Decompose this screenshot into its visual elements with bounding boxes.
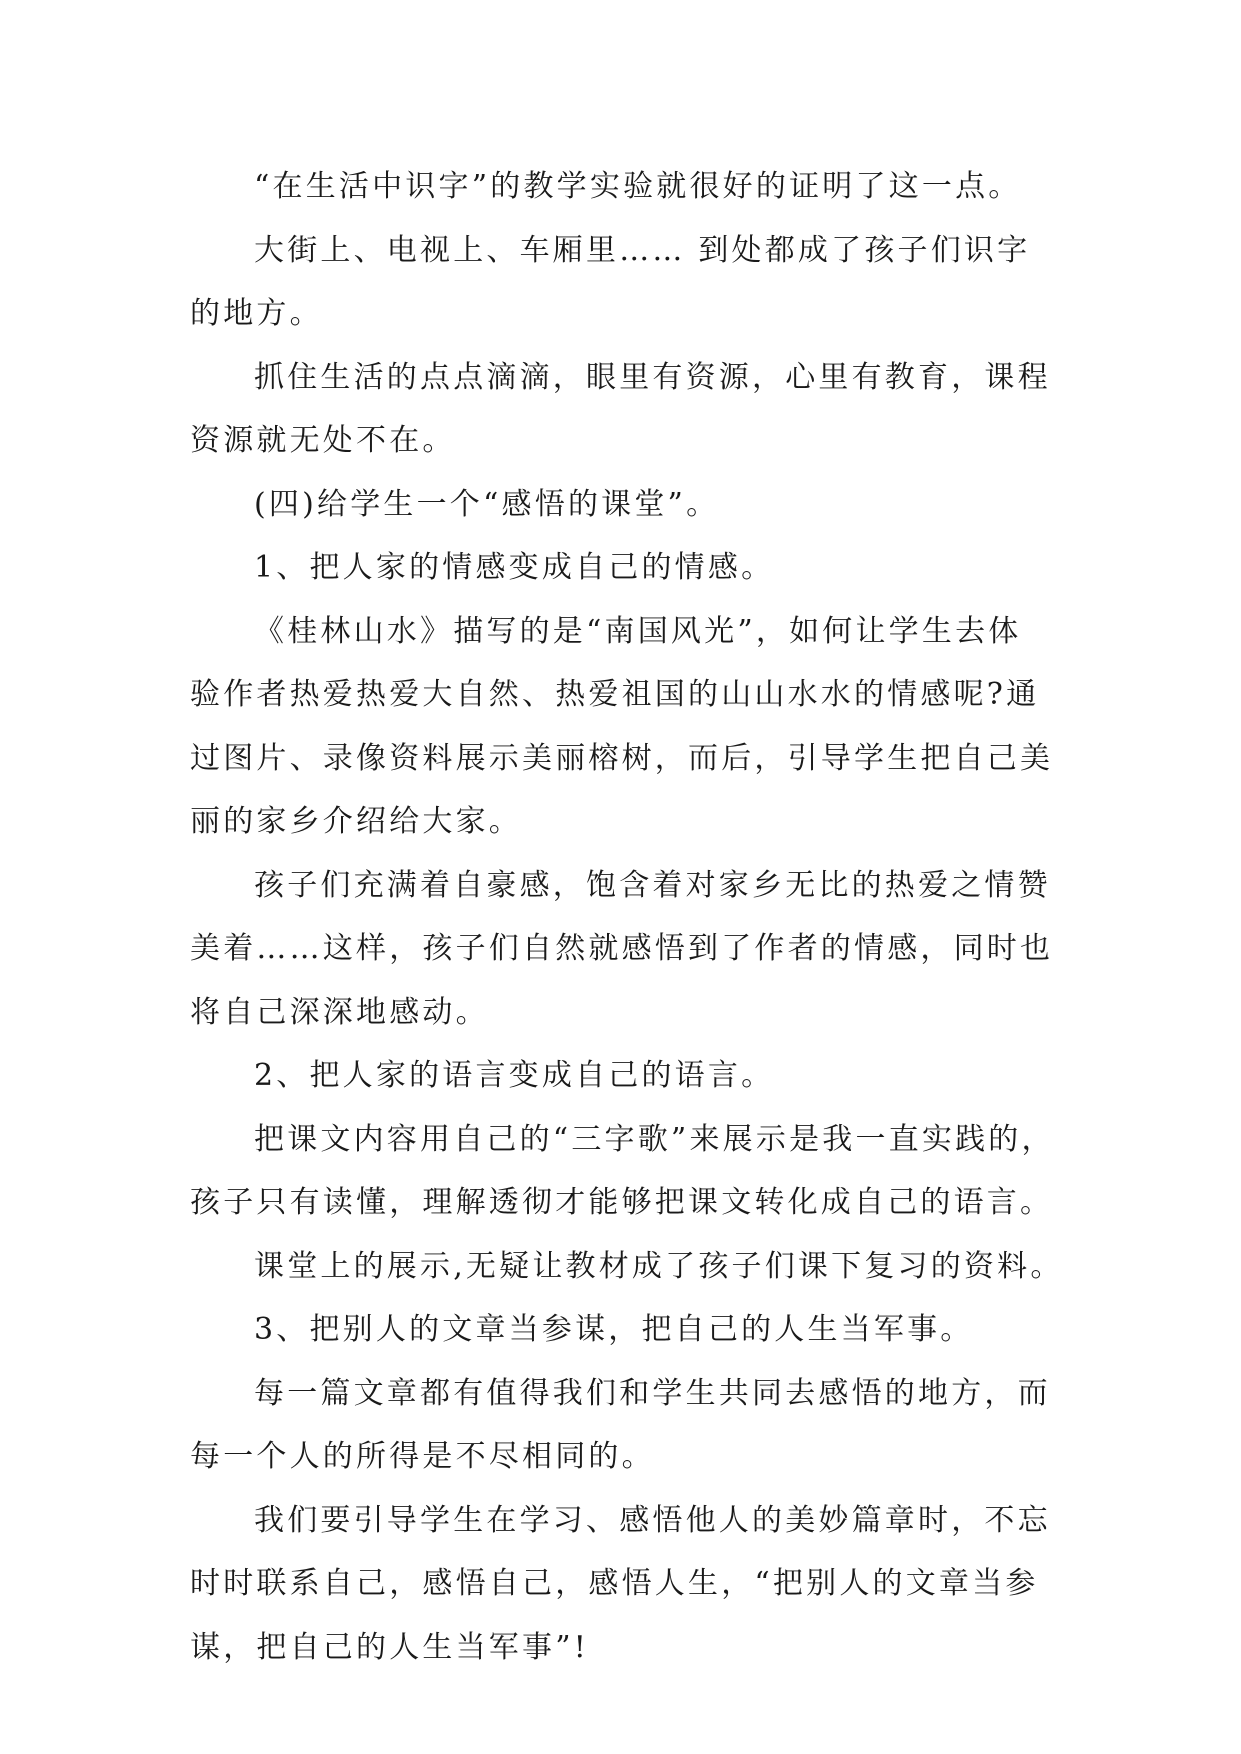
document-body <box>190 155 1070 1679</box>
text-line: 过图片、录像资料展示美丽榕树，而后，引导学生把自己美 <box>190 740 1054 776</box>
text-line: “在生活中识字”的教学实验就很好的证明了这一点。 <box>254 169 1022 204</box>
subsection-heading: 1、把人家的情感变成自己的情感。 <box>254 550 775 585</box>
text-line: 时时联系自己，感悟自己，感悟人生，“把别人的文章当参 <box>190 1566 1039 1601</box>
text-line: 每一篇文章都有值得我们和学生共同去感悟的地方，而 <box>254 1375 1051 1411</box>
text-line: 谋，把自己的人生当军事”! <box>190 1629 589 1665</box>
text-line: 资源就无处不在。 <box>190 423 456 458</box>
text-line: 验作者热爱热爱大自然、热爱祖国的山山水水的情感呢?通 <box>190 677 1040 712</box>
section-heading: (四)给学生一个“感悟的课堂”。 <box>254 486 720 522</box>
text-line: 课堂上的展示,无疑让教材成了孩子们课下复习的资料。 <box>254 1248 1064 1284</box>
text-line: 《桂林山水》描写的是“南国风光”，如何让学生去体 <box>254 613 1022 649</box>
text-line: 把课文内容用自己的“三字歌”来展示是我一直实践的， <box>254 1121 1055 1157</box>
text-line: 每一个人的所得是不尽相同的。 <box>190 1439 655 1474</box>
text-line: 将自己深深地感动。 <box>190 994 489 1030</box>
text-line: 的地方。 <box>190 296 323 331</box>
subsection-heading: 3、把别人的文章当参谋，把自己的人生当军事。 <box>254 1312 974 1347</box>
text-line: 孩子只有读懂，理解透彻才能够把课文转化成自己的语言。 <box>190 1185 1054 1220</box>
text-line: 大街上、电视上、车厢里…… 到处都成了孩子们识字 <box>254 232 1031 268</box>
text-line: 我们要引导学生在学习、感悟他人的美妙篇章时，不忘 <box>254 1502 1051 1538</box>
text-line: 孩子们充满着自豪感，饱含着对家乡无比的热爱之情赞 <box>254 867 1051 903</box>
text-line: 抓住生活的点点滴滴，眼里有资源，心里有教育，课程 <box>254 359 1051 395</box>
subsection-heading: 2、把人家的语言变成自己的语言。 <box>254 1058 775 1093</box>
text-line: 美着……这样，孩子们自然就感悟到了作者的情感，同时也 <box>190 931 1054 966</box>
text-line: 丽的家乡介绍给大家。 <box>190 804 522 839</box>
